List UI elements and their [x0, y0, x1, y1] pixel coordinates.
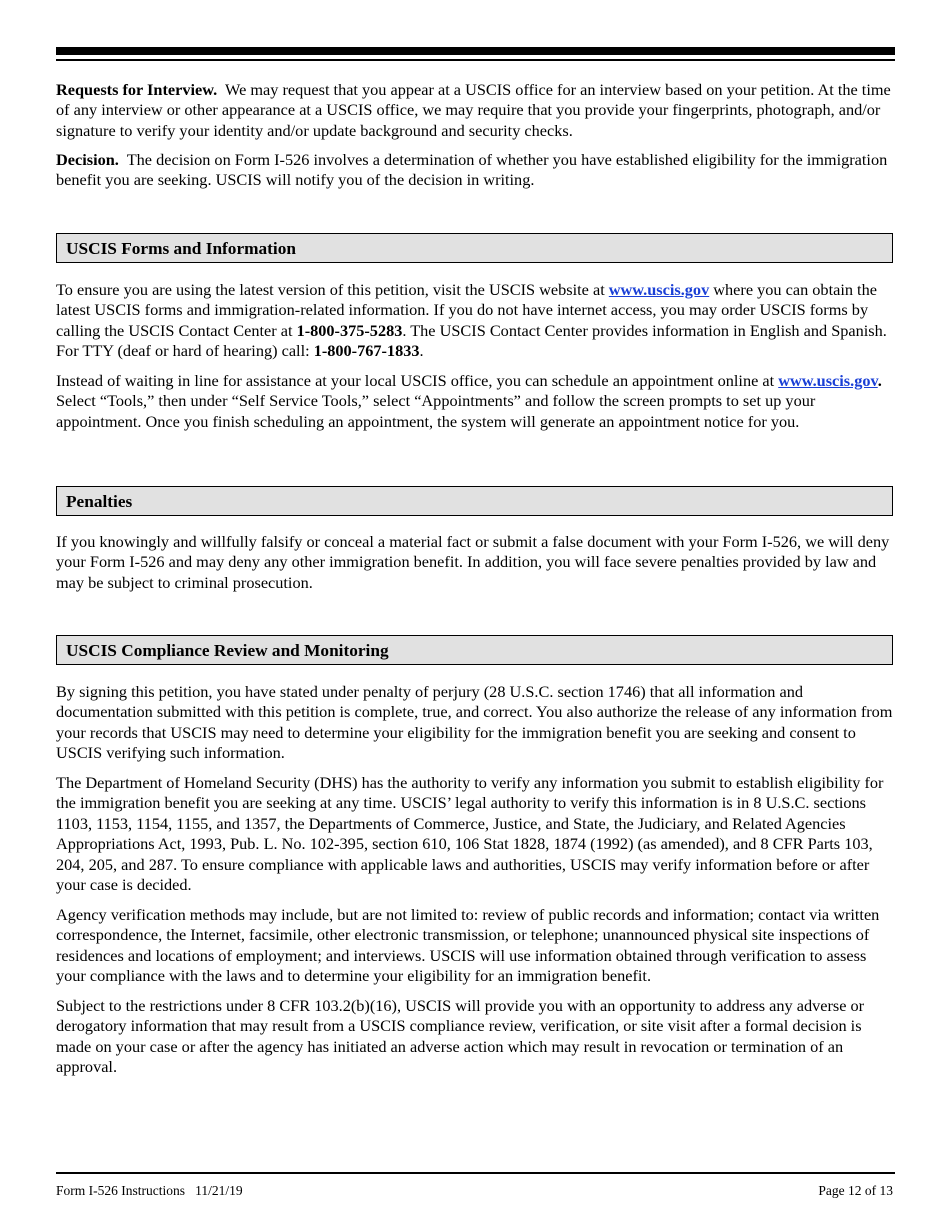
tty-phone: 1-800-767-1833 — [313, 341, 420, 361]
compliance-paragraph-4 — [56, 996, 895, 1078]
section-header-forms-info — [56, 233, 893, 263]
top-rule-thin — [56, 59, 895, 61]
decision-title: Decision. — [56, 150, 119, 169]
footer-rule — [56, 1172, 895, 1174]
section-header-penalties — [56, 486, 893, 516]
interview-text: We may request that you appear at a USCIS office for an interview based on your petition. At the time of any interview or other appearance at a USCIS office, we may require that you provide your fingerprints, photograph, and/or signature to verify your identity and/or update background and security checks. — [56, 80, 891, 140]
text-run: . — [419, 341, 424, 361]
uscis-website-link[interactable]: www.uscis.gov — [608, 280, 710, 299]
top-rule-thick — [56, 47, 895, 55]
footer-page-number: Page 12 of 13 — [818, 1183, 893, 1198]
text-run: where you can obtain the latest USCIS forms and immigration-related information. If you do not have internet access, you may order USCIS forms by calling the USCIS Contact Center at — [56, 280, 877, 340]
compliance-text: Subject to the restrictions under 8 CFR 103.2(b)(16), USCIS will provide you with an opportunity to address any adverse or derogatory information that may result from a USCIS compliance review, verification, or site visit after a formal decision is made on your case or after the agency has initiated an adverse action which may result in revocation or termination of an approval. — [56, 996, 865, 1077]
compliance-text: The Department of Homeland Security (DHS) has the authority to verify any information you submit to establish eligibility for the immigration benefit you are seeking at any time. USCIS’ legal authority to verify this information is in 8 U.S.C. sections 1103, 1153, 1154, 1155, and 1357, the Departments of Commerce, Justice, and State, the Judiciary, and Related Agencies Appropriations Act, 1993, Pub. L. No. 102-395, section 610, 106 Stat 1828, 1874 (1992) (as amended), and 8 CFR Parts 103, 204, 205, and 287. To ensure compliance with applicable laws and authorities, USCIS may verify information before or after your case is decided. — [56, 773, 884, 895]
penalties-paragraph — [56, 532, 895, 593]
compliance-paragraph-2 — [56, 773, 895, 895]
penalties-text: If you knowingly and willfully falsify or conceal a material fact or submit a false document with your Form I-526, we will deny your Form I-526 and may deny any other immigration benefit. In addition, you will face severe penalties provided by law and may be subject to criminal prosecution. — [56, 532, 890, 592]
text-run: Select “Tools,” then under “Self Service Tools,” select “Appointments” and follow the screen prompts to set up your appointment. Once you finish scheduling an appointment, the system will generate an appointment notice for you. — [56, 391, 816, 431]
section-title: Penalties — [66, 492, 133, 511]
forms-info-paragraph-2 — [56, 371, 895, 432]
footer-form-id: Form I-526 Instructions 11/21/19 — [56, 1183, 243, 1198]
compliance-paragraph-3 — [56, 905, 895, 987]
decision-text: The decision on Form I-526 involves a determination of whether you have established eligibility for the immigration benefit you are seeking. USCIS will notify you of the decision in writing. — [56, 150, 888, 190]
compliance-paragraph-1 — [56, 682, 895, 764]
compliance-text: By signing this petition, you have stated under penalty of perjury (28 U.S.C. section 1746) that all information and documentation submitted with this petition is complete, true, and correct. You also authorize the release of any information from your records that USCIS may need to determine your eligibility for the immigration benefit you are seeking and consent to USCIS verifying such information. — [56, 682, 893, 763]
section-header-compliance — [56, 635, 893, 665]
uscis-appointment-link[interactable]: www.uscis.gov — [778, 371, 878, 390]
text-run: . The USCIS Contact Center provides information in English and Spanish. For TTY (deaf or hard of hearing) call: — [56, 320, 887, 361]
section-title: USCIS Compliance Review and Monitoring — [66, 641, 389, 660]
decision-paragraph — [56, 150, 895, 191]
interview-title: Requests for Interview. — [56, 80, 218, 99]
text-run: . — [877, 371, 882, 390]
forms-info-paragraph-1 — [56, 280, 895, 362]
text-run: To ensure you are using the latest version of this petition, visit the USCIS website at — [56, 280, 609, 299]
interview-paragraph — [56, 80, 895, 141]
section-title: USCIS Forms and Information — [66, 239, 296, 258]
compliance-text: Agency verification methods may include, but are not limited to: review of public records and information; contact via written correspondence, the Internet, facsimile, other electronic transmission, or telephone; unannounced physical site inspections of residences and locations of employment; and interviews. USCIS will use information obtained through verification to assess your compliance with the laws and to determine your eligibility for an immigration benefit. — [56, 905, 880, 986]
contact-center-phone: 1-800-375-5283 — [296, 320, 403, 340]
text-run: Instead of waiting in line for assistance at your local USCIS office, you can schedule an appointment online at — [56, 371, 779, 390]
